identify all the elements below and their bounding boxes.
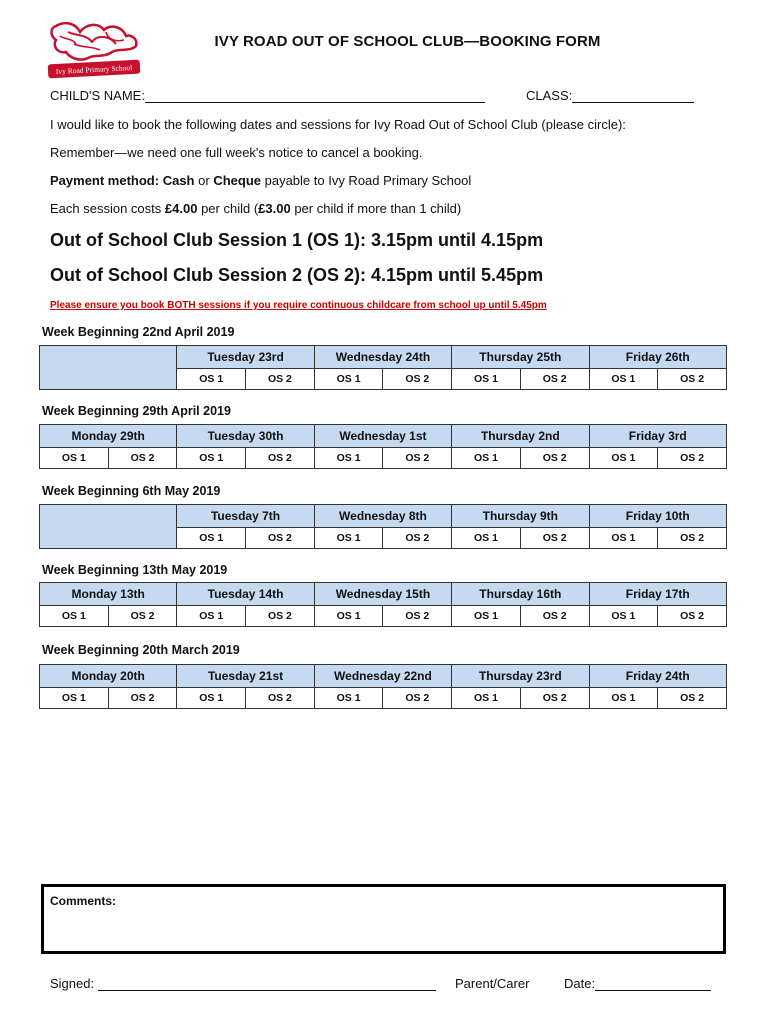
session-os2-cell[interactable]: OS 2 [383, 606, 452, 627]
cost-price: £4.00 [164, 201, 198, 216]
class-field[interactable] [572, 88, 694, 103]
comments-box[interactable] [41, 884, 726, 954]
day-header: Tuesday 7th [177, 505, 314, 528]
payment-label: Payment method: [50, 173, 160, 188]
unavailable-day-block [40, 505, 177, 549]
session-os2-cell[interactable]: OS 2 [383, 688, 452, 709]
session-os2-cell[interactable]: OS 2 [520, 528, 589, 549]
session-os1-cell[interactable]: OS 1 [589, 528, 658, 549]
date-label: Date: [564, 976, 596, 991]
cost-suffix: per child if more than 1 child) [294, 201, 462, 216]
session-os2-cell[interactable]: OS 2 [383, 369, 452, 390]
day-header: Wednesday 8th [314, 505, 451, 528]
session-os2-cell[interactable]: OS 2 [520, 448, 589, 469]
session-os1-cell[interactable]: OS 1 [314, 448, 383, 469]
session-2-heading: Out of School Club Session 2 (OS 2): 4.15pm until 5.45pm [50, 265, 544, 285]
payment-rest: payable to Ivy Road Primary School [264, 173, 472, 188]
day-header: Tuesday 23rd [177, 346, 314, 369]
intro-line-2: Remember—we need one full week's notice to cancel a booking. [50, 145, 423, 160]
class-row [526, 88, 694, 103]
week-table [39, 582, 727, 627]
session-os2-cell[interactable]: OS 2 [383, 448, 452, 469]
day-header: Friday 3rd [589, 425, 727, 448]
week-title: Week Beginning 20th March 2019 [42, 643, 240, 657]
session-os1-cell[interactable]: OS 1 [314, 528, 383, 549]
day-header: Tuesday 14th [177, 583, 314, 606]
session-os2-cell[interactable]: OS 2 [383, 528, 452, 549]
session-os1-cell[interactable]: OS 1 [452, 528, 521, 549]
cost-line [50, 201, 461, 216]
child-name-field[interactable] [145, 88, 485, 103]
week-table [39, 664, 727, 709]
form-title: IVY ROAD OUT OF SCHOOL CLUB—BOOKING FORM [214, 33, 601, 50]
day-header: Friday 26th [589, 346, 727, 369]
session-os2-cell[interactable]: OS 2 [520, 688, 589, 709]
day-header: Wednesday 24th [314, 346, 451, 369]
session-os1-cell[interactable]: OS 1 [589, 369, 658, 390]
week-table [39, 424, 727, 469]
session-os2-cell[interactable]: OS 2 [658, 448, 727, 469]
session-os1-cell[interactable]: OS 1 [589, 606, 658, 627]
session-os2-cell[interactable]: OS 2 [658, 528, 727, 549]
session-os2-cell[interactable]: OS 2 [246, 688, 315, 709]
session-os2-cell[interactable]: OS 2 [520, 606, 589, 627]
day-header: Thursday 23rd [452, 665, 589, 688]
session-os2-cell[interactable]: OS 2 [246, 448, 315, 469]
session-os2-cell[interactable]: OS 2 [246, 606, 315, 627]
session-os1-cell[interactable]: OS 1 [40, 606, 109, 627]
session-os2-cell[interactable]: OS 2 [658, 369, 727, 390]
session-os2-cell[interactable]: OS 2 [108, 688, 177, 709]
date-row [564, 976, 711, 991]
payment-line [50, 173, 471, 188]
date-field[interactable] [595, 976, 711, 991]
session-os2-cell[interactable]: OS 2 [108, 606, 177, 627]
week-table [39, 504, 727, 549]
week-table [39, 345, 727, 390]
payment-cheque: Cheque [213, 173, 261, 188]
session-os1-cell[interactable]: OS 1 [177, 369, 246, 390]
day-header: Tuesday 21st [177, 665, 314, 688]
comments-label: Comments: [50, 894, 117, 908]
session-os1-cell[interactable]: OS 1 [314, 369, 383, 390]
signed-label: Signed: [50, 976, 95, 991]
class-label: CLASS: [526, 88, 573, 103]
day-header: Thursday 25th [452, 346, 589, 369]
day-header: Friday 17th [589, 583, 727, 606]
session-os2-cell[interactable]: OS 2 [658, 688, 727, 709]
day-header: Thursday 2nd [452, 425, 589, 448]
parent-carer-label: Parent/Carer [455, 976, 530, 991]
session-os1-cell[interactable]: OS 1 [452, 448, 521, 469]
ivy-leaf-icon [46, 18, 142, 84]
session-os1-cell[interactable]: OS 1 [177, 688, 246, 709]
day-header: Monday 13th [40, 583, 177, 606]
session-os1-cell[interactable]: OS 1 [452, 369, 521, 390]
intro-line-1: I would like to book the following dates and sessions for Ivy Road Out of School Club (please circle): [50, 117, 626, 132]
session-os2-cell[interactable]: OS 2 [108, 448, 177, 469]
session-os1-cell[interactable]: OS 1 [177, 448, 246, 469]
cost-prefix: Each session costs [50, 201, 162, 216]
session-os1-cell[interactable]: OS 1 [177, 528, 246, 549]
week-title: Week Beginning 22nd April 2019 [42, 325, 235, 339]
session-os1-cell[interactable]: OS 1 [177, 606, 246, 627]
week-title: Week Beginning 29th April 2019 [42, 404, 231, 418]
session-os2-cell[interactable]: OS 2 [246, 528, 315, 549]
day-header: Wednesday 1st [314, 425, 451, 448]
school-logo [46, 18, 142, 84]
day-header: Wednesday 22nd [314, 665, 451, 688]
session-os2-cell[interactable]: OS 2 [520, 369, 589, 390]
week-title: Week Beginning 13th May 2019 [42, 563, 228, 577]
session-os2-cell[interactable]: OS 2 [658, 606, 727, 627]
day-header: Monday 29th [40, 425, 177, 448]
session-os1-cell[interactable]: OS 1 [589, 688, 658, 709]
session-1-heading: Out of School Club Session 1 (OS 1): 3.15pm until 4.15pm [50, 230, 544, 250]
session-os1-cell[interactable]: OS 1 [452, 606, 521, 627]
session-os1-cell[interactable]: OS 1 [314, 606, 383, 627]
day-header: Friday 24th [589, 665, 727, 688]
session-os1-cell[interactable]: OS 1 [452, 688, 521, 709]
cost-mid: per child ( [201, 201, 259, 216]
signed-row [50, 976, 436, 991]
payment-cash: Cash [162, 173, 195, 188]
payment-or: or [198, 173, 210, 188]
signature-field[interactable] [98, 976, 436, 991]
session-os1-cell[interactable]: OS 1 [40, 448, 109, 469]
day-header: Wednesday 15th [314, 583, 451, 606]
svg-text:Ivy Road Primary School: Ivy Road Primary School [55, 63, 133, 76]
warning-note: Please ensure you book BOTH sessions if you require continuous childcare from school up until 5.45pm [50, 300, 547, 311]
session-os1-cell[interactable]: OS 1 [314, 688, 383, 709]
session-os1-cell[interactable]: OS 1 [589, 448, 658, 469]
week-title: Week Beginning 6th May 2019 [42, 484, 221, 498]
session-os2-cell[interactable]: OS 2 [246, 369, 315, 390]
cost-price-multi: £3.00 [258, 201, 291, 216]
child-name-row [50, 88, 485, 103]
session-os1-cell[interactable]: OS 1 [40, 688, 109, 709]
child-name-label: CHILD'S NAME: [50, 88, 145, 103]
day-header: Thursday 9th [452, 505, 589, 528]
day-header: Thursday 16th [452, 583, 589, 606]
unavailable-day-block [40, 346, 177, 390]
day-header: Tuesday 30th [177, 425, 314, 448]
day-header: Friday 10th [589, 505, 727, 528]
day-header: Monday 20th [40, 665, 177, 688]
